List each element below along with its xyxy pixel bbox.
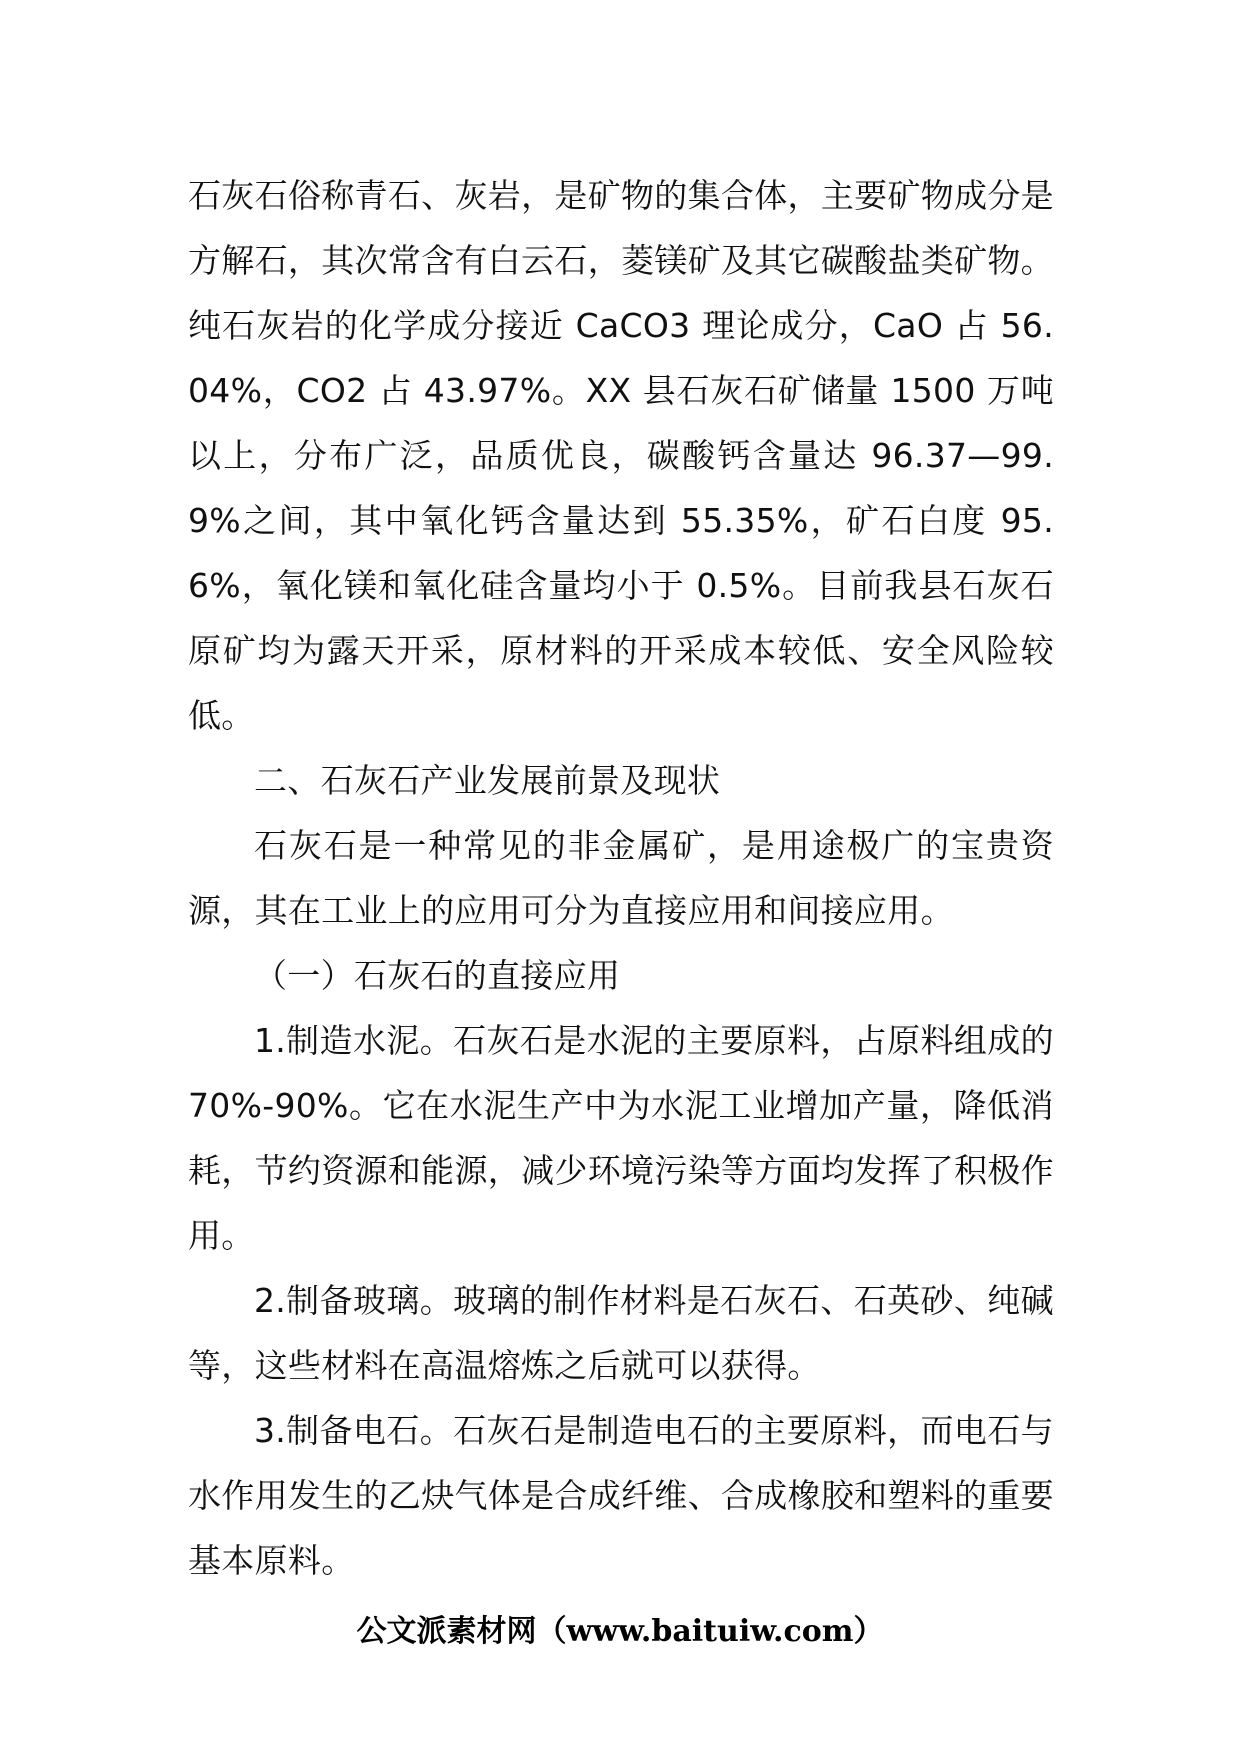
list-item-paragraph: 1.制造水泥。石灰石是水泥的主要原料，占原料组成的 70%-90%。它在水泥生产中为水泥工业增加产量，降低消耗，节约资源和能源，减少环境污染等方面均发挥了积极作用。 bbox=[188, 1021, 1054, 1255]
list-item-paragraph: 3.制备电石。石灰石是制造电石的主要原料，而电石与水作用发生的乙炔气体是合成纤维、合成橡胶和塑料的重要基本原料。 bbox=[188, 1411, 1054, 1580]
document-body bbox=[188, 163, 1054, 1593]
page-footer: 公文派素材网（www.baituiw.com） bbox=[356, 1614, 884, 1649]
section-heading: 二、石灰石产业发展前景及现状 bbox=[254, 761, 721, 800]
body-paragraph: 石灰石俗称青石、灰岩，是矿物的集合体，主要矿物成分是方解石，其次常含有白云石，菱镁矿及其它碳酸盐类矿物。纯石灰岩的化学成分接近 CaCO3 理论成分，CaO 占 56.04%，CO2 占 43.97%。XX 县石灰石矿储量 1500 万吨以上，分布广泛，品质优良，碳酸钙含量达 96.37—99.9%之间，其中氧化钙含量达到 55.35%，矿石白度 95.6%，氧化镁和氧化硅含量均小于 0.5%。目前我县石灰石原矿均为露天开采，原材料的开采成本较低、安全风险较低。 bbox=[188, 176, 1054, 735]
subsection-heading: （一）石灰石的直接应用 bbox=[254, 956, 621, 995]
list-item-paragraph: 2.制备玻璃。玻璃的制作材料是石灰石、石英砂、纯碱等，这些材料在高温熔炼之后就可以获得。 bbox=[188, 1281, 1054, 1385]
body-paragraph: 石灰石是一种常见的非金属矿，是用途极广的宝贵资源，其在工业上的应用可分为直接应用和间接应用。 bbox=[188, 826, 1054, 930]
